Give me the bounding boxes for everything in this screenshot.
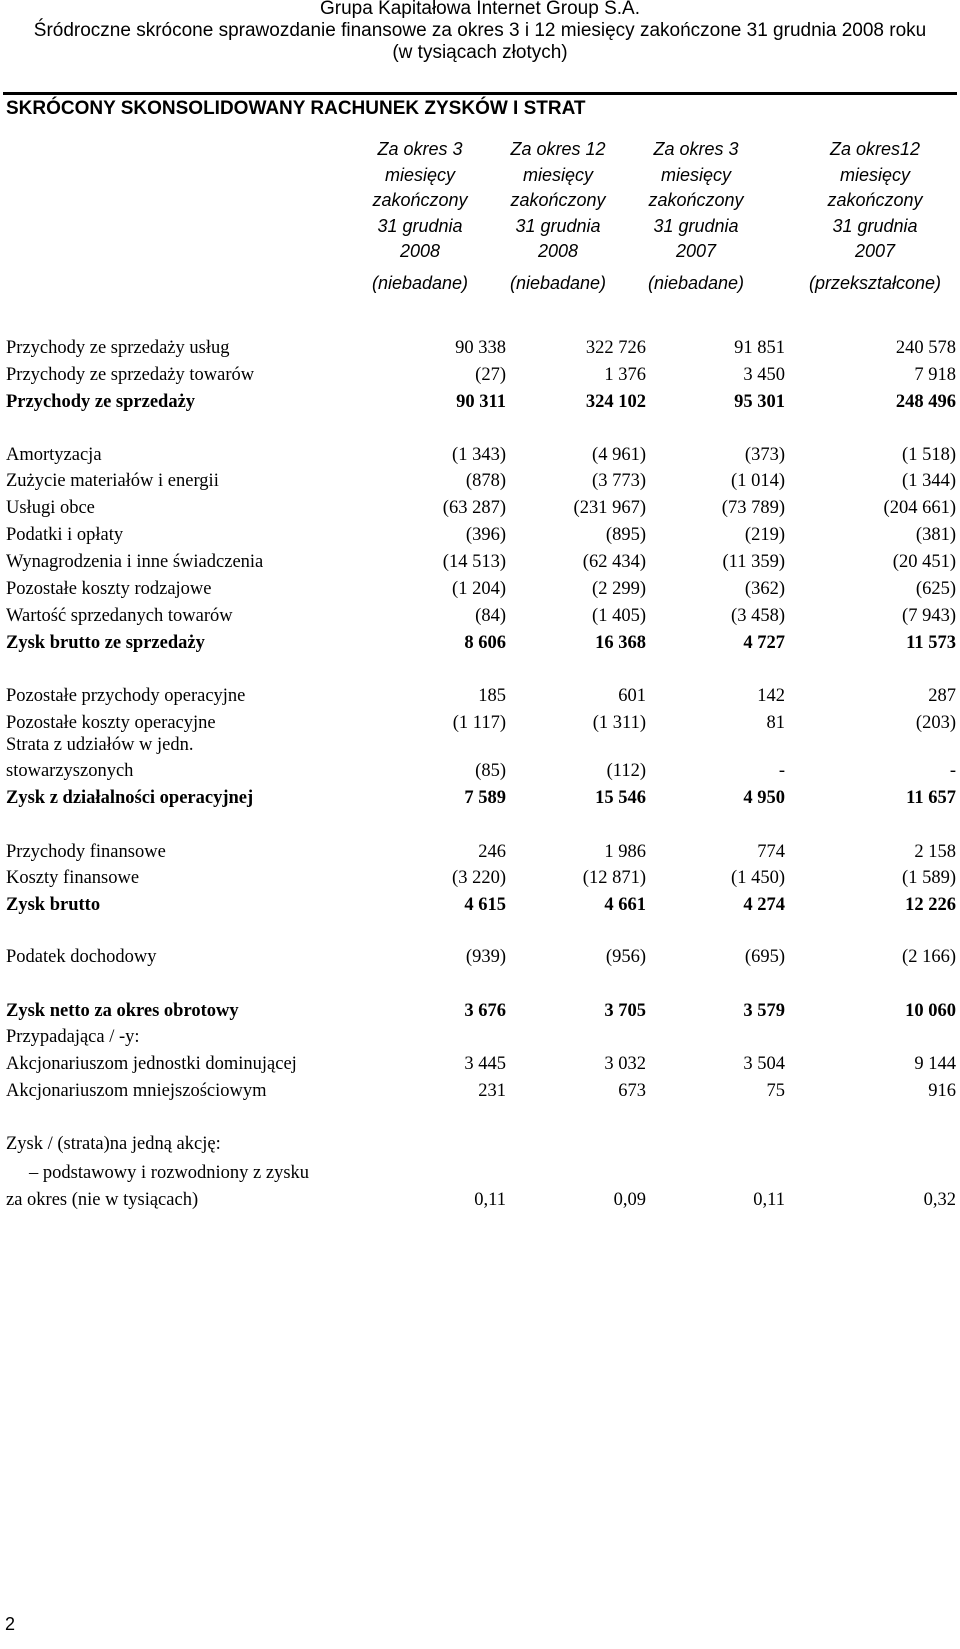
column-header: [800, 137, 950, 296]
row-value: 3 705: [604, 1001, 646, 1021]
table-row: [0, 1077, 960, 1105]
column-header-line: miesięcy: [660, 164, 731, 185]
column-header-line: zakończony: [648, 190, 744, 210]
table-row: [0, 864, 960, 892]
row-value: 75: [766, 1081, 785, 1101]
table-row: [0, 1159, 960, 1187]
row-label: Wynagrodzenia i inne świadczenia: [6, 552, 264, 572]
row-value: (85): [475, 761, 506, 781]
column-header-line: 2008: [537, 241, 579, 261]
row-value: 3 504: [743, 1054, 785, 1074]
row-value: (112): [606, 761, 646, 781]
row-label: Akcjonariuszom mniejszościowym: [6, 1081, 267, 1101]
table-row: [0, 361, 960, 389]
row-value: (219): [744, 525, 785, 545]
column-header-line: Za okres 3: [377, 139, 463, 159]
table-row: [0, 494, 960, 522]
column-header-line: Za okres12: [829, 139, 921, 159]
row-value: 4 950: [743, 788, 785, 808]
row-label: Przychody finansowe: [6, 842, 166, 862]
row-value: 95 301: [734, 392, 785, 412]
table-row: [0, 388, 960, 416]
row-label: Wartość sprzedanych towarów: [6, 606, 233, 626]
row-label: Usługi obce: [6, 498, 95, 518]
row-label: Przypadająca / -y:: [6, 1027, 140, 1047]
row-value: 240 578: [895, 338, 956, 358]
units-note: (w tysiącach złotych): [392, 42, 568, 63]
row-value: 11 657: [906, 788, 956, 808]
row-value: (63 287): [442, 498, 506, 518]
row-label: Przychody ze sprzedaży: [6, 392, 196, 412]
row-value: (3 220): [452, 868, 506, 888]
row-value: (1 117): [452, 713, 506, 733]
row-value: (1 450): [731, 868, 785, 888]
column-audit-note: (niebadane): [647, 272, 745, 293]
row-value: 16 368: [595, 633, 646, 653]
row-value: 322 726: [585, 338, 646, 358]
row-label: Koszty finansowe: [6, 868, 140, 888]
row-value: (956): [605, 947, 646, 967]
row-value: -: [778, 761, 785, 781]
row-value: (27): [475, 365, 506, 385]
row-value: (204 661): [883, 498, 956, 518]
row-value: 916: [928, 1081, 956, 1101]
row-value: (1 204): [452, 579, 506, 599]
row-value: (1 311): [592, 713, 646, 733]
page-number: 2: [5, 1614, 16, 1634]
row-value: (1 344): [902, 471, 956, 491]
row-value: 231: [478, 1081, 506, 1101]
column-header-line: 31 grudnia: [832, 215, 918, 236]
row-label: Zysk brutto: [6, 895, 101, 915]
row-label: Zysk netto za okres obrotowy: [6, 1001, 239, 1021]
column-header-line: Za okres 12: [510, 139, 606, 159]
row-value: 0,11: [753, 1190, 785, 1210]
row-value: (2 166): [902, 947, 956, 967]
report-title: Śródroczne skrócone sprawozdanie finansowe za okres 3 i 12 miesięcy zakończone 31 grudnia 2008 roku: [33, 20, 927, 41]
table-row: [0, 838, 960, 866]
table-row: [0, 731, 960, 759]
row-value: 601: [618, 686, 646, 706]
row-value: 246: [478, 842, 506, 862]
row-value: (1 405): [592, 606, 646, 626]
table-row: [0, 629, 960, 657]
column-header: [621, 137, 771, 296]
row-value: (939): [465, 947, 506, 967]
row-value: 90 338: [455, 338, 506, 358]
row-label: Zysk z działalności operacyjnej: [6, 788, 254, 808]
row-value: 12 226: [905, 895, 956, 915]
row-label: Akcjonariuszom jednostki dominującej: [6, 1054, 297, 1074]
row-value: (3 458): [731, 606, 785, 626]
table-row: [0, 784, 960, 812]
row-value: (695): [744, 947, 785, 967]
row-value: (895): [605, 525, 646, 545]
row-label: stowarzyszonych: [6, 761, 134, 781]
row-value: (62 434): [582, 552, 646, 572]
row-label: Zużycie materiałów i energii: [6, 471, 219, 491]
row-value: (1 343): [452, 445, 506, 465]
row-label: Przychody ze sprzedaży usług: [6, 338, 230, 358]
row-value: (373): [744, 445, 785, 465]
row-value: 90 311: [456, 392, 506, 412]
row-value: (381): [915, 525, 956, 545]
row-value: 3 676: [464, 1001, 506, 1021]
row-label: Pozostałe przychody operacyjne: [6, 686, 246, 706]
table-row: [0, 1186, 960, 1214]
row-value: 142: [757, 686, 785, 706]
row-value: 81: [766, 713, 785, 733]
row-value: (20 451): [892, 552, 956, 572]
column-header-line: 2007: [675, 241, 717, 261]
row-value: (2 299): [592, 579, 646, 599]
row-value: 287: [928, 686, 956, 706]
table-row: [0, 997, 960, 1025]
column-header-line: zakończony: [827, 190, 923, 210]
row-value: 8 606: [464, 633, 506, 653]
column-header-line: zakończony: [510, 190, 606, 210]
row-value: 7 918: [914, 365, 956, 385]
table-row: [0, 548, 960, 576]
row-value: (362): [744, 579, 785, 599]
row-value: (7 943): [902, 606, 956, 626]
row-label: Zysk brutto ze sprzedaży: [6, 633, 205, 653]
row-value: (12 871): [582, 868, 646, 888]
row-value: 3 032: [604, 1054, 646, 1074]
column-header-line: miesięcy: [839, 164, 910, 185]
table-row: [0, 441, 960, 469]
table-row: [0, 1130, 960, 1158]
column-header-line: 31 grudnia: [515, 215, 601, 236]
row-value: (3 773): [592, 471, 646, 491]
row-value: 3 579: [743, 1001, 785, 1021]
row-value: (14 513): [442, 552, 506, 572]
table-row: [0, 521, 960, 549]
column-header-line: 31 grudnia: [377, 215, 463, 236]
column-header-line: miesięcy: [384, 164, 455, 185]
row-value: -: [949, 761, 956, 781]
row-label: Zysk / (strata)na jedną akcję:: [6, 1134, 221, 1154]
table-row: [0, 575, 960, 603]
table-row: [0, 1050, 960, 1078]
column-header-line: 2008: [399, 241, 441, 261]
row-value: (1 518): [902, 445, 956, 465]
row-value: 9 144: [914, 1054, 956, 1074]
column-header: [345, 137, 495, 296]
row-value: 324 102: [585, 392, 646, 412]
column-header-line: zakończony: [372, 190, 468, 210]
row-value: 11 573: [906, 633, 956, 653]
row-label: Pozostałe koszty operacyjne: [6, 713, 216, 733]
row-value: 1 986: [604, 842, 646, 862]
row-value: (878): [465, 471, 506, 491]
row-value: 0,32: [923, 1190, 956, 1210]
column-audit-note: (przekształcone): [808, 272, 942, 293]
table-row: [0, 334, 960, 362]
column-audit-note: (niebadane): [371, 272, 469, 293]
header-divider: [3, 92, 957, 95]
row-value: 91 851: [734, 338, 785, 358]
row-value: 3 445: [464, 1054, 506, 1074]
row-value: (203): [915, 713, 956, 733]
row-value: 0,11: [474, 1190, 506, 1210]
row-value: 774: [757, 842, 785, 862]
row-label: Podatki i opłaty: [6, 525, 124, 545]
row-value: 10 060: [905, 1001, 956, 1021]
row-label: Pozostałe koszty rodzajowe: [6, 579, 212, 599]
table-row: [0, 891, 960, 919]
row-value: (1 589): [902, 868, 956, 888]
column-header-line: Za okres 3: [653, 139, 739, 159]
row-value: 185: [478, 686, 506, 706]
column-audit-note: (niebadane): [509, 272, 607, 293]
row-value: 3 450: [743, 365, 785, 385]
row-value: (396): [465, 525, 506, 545]
table-row: [0, 467, 960, 495]
row-value: (11 359): [722, 552, 785, 572]
row-value: 248 496: [895, 392, 956, 412]
row-value: 4 274: [743, 895, 785, 915]
company-name: Grupa Kapitałowa Internet Group S.A.: [319, 0, 640, 19]
table-row: [0, 1023, 960, 1051]
row-value: 4 615: [464, 895, 506, 915]
row-label: Strata z udziałów w jedn.: [6, 735, 194, 755]
row-value: (625): [915, 579, 956, 599]
table-row: [0, 682, 960, 710]
row-value: (84): [475, 606, 506, 626]
row-value: 1 376: [604, 365, 646, 385]
table-row: [0, 602, 960, 630]
column-header-line: 31 grudnia: [653, 215, 739, 236]
row-value: 7 589: [464, 788, 506, 808]
row-value: (73 789): [721, 498, 785, 518]
table-row: [0, 757, 960, 785]
row-label: Przychody ze sprzedaży towarów: [6, 365, 255, 385]
row-value: 673: [618, 1081, 646, 1101]
row-value: (1 014): [731, 471, 785, 491]
row-value: 4 661: [604, 895, 646, 915]
row-value: 15 546: [595, 788, 646, 808]
row-label: Amortyzacja: [6, 445, 102, 465]
row-value: 0,09: [613, 1190, 646, 1210]
statement-title: SKRÓCONY SKONSOLIDOWANY RACHUNEK ZYSKÓW I STRAT: [6, 98, 586, 119]
row-label: – podstawowy i rozwodniony z zysku: [29, 1163, 310, 1183]
row-value: (231 967): [573, 498, 646, 518]
row-label: Podatek dochodowy: [6, 947, 157, 967]
column-header-line: 2007: [854, 241, 896, 261]
row-value: (4 961): [592, 445, 646, 465]
table-row: [0, 943, 960, 971]
column-header: [483, 137, 633, 296]
column-header-line: miesięcy: [522, 164, 593, 185]
row-value: 2 158: [914, 842, 956, 862]
row-label: za okres (nie w tysiącach): [6, 1190, 199, 1210]
row-value: 4 727: [743, 633, 785, 653]
